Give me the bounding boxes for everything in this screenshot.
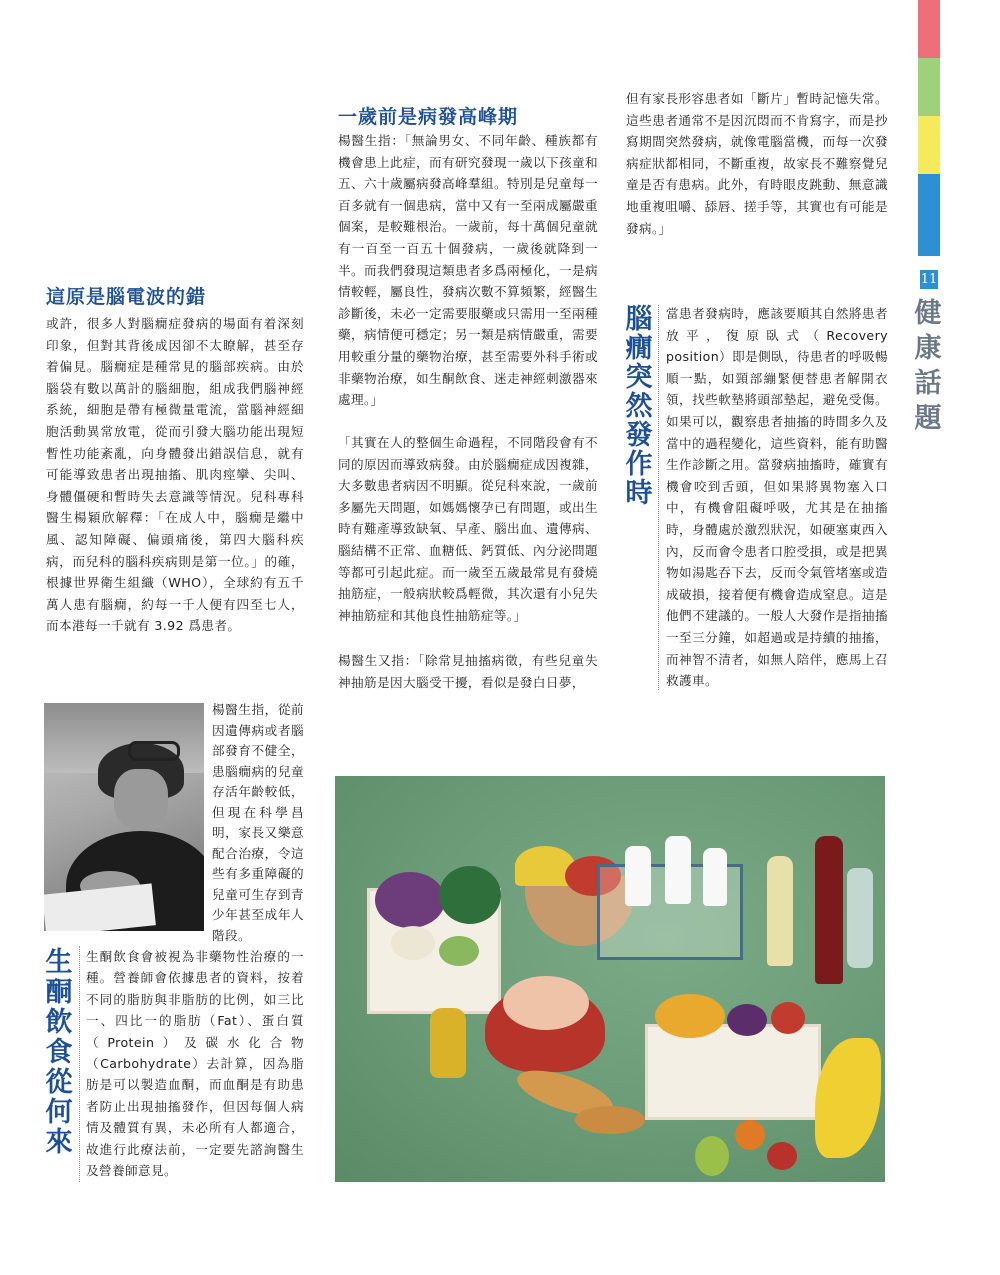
ketogenic-title-char: 酮 [45, 977, 73, 1008]
middle-para-2: 「其實在人的整個生命過程，不同階段會有不同的原因而導致病發。由於腦癇症成因複雜，大多數患者病因不明顯。從兒科來說，一歲前多屬先天問題，如媽媽懷孕已有問題，或出生時有難產導致缺氧、早產、腦出血、遺傳病、腦結構不正常、血糖低、鈣質低、內分泌問題等都可引起此症。而一歲至五歲最常見有發燒抽筋症，一般病狀較爲輕微，其次還有小兒失神抽筋症和其他良性抽筋症等。」 [338, 435, 598, 623]
milk-bottle [665, 836, 691, 904]
purple-cabbage [375, 872, 445, 928]
section-title-char: 康 [914, 333, 942, 364]
apple [767, 1142, 797, 1170]
page-number: 11 [920, 272, 938, 287]
ketogenic-title-char: 從 [45, 1067, 73, 1098]
ketogenic-title-char: 何 [45, 1097, 73, 1128]
ketogenic-title-char: 食 [45, 1037, 73, 1068]
seizure-title-char: 時 [625, 478, 653, 509]
section-title [914, 296, 942, 436]
apple-red [771, 1002, 805, 1034]
ketogenic-title-char: 來 [45, 1127, 73, 1158]
doctor-portrait-photo [44, 703, 204, 931]
bread-loaf [575, 1106, 645, 1134]
seizure-title-char: 突 [625, 362, 653, 393]
seizure-title-char: 然 [625, 391, 653, 422]
mango [655, 994, 725, 1038]
ketogenic-title-char: 生 [45, 947, 73, 978]
left-heading: 這原是腦電波的錯 [46, 286, 207, 308]
seizure-title-char: 發 [625, 420, 653, 451]
eggs [503, 976, 589, 1030]
orange [735, 1120, 765, 1150]
cauliflower [391, 926, 435, 960]
ketogenic-title-char: 飲 [45, 1007, 73, 1038]
left-body: 或許，很多人對腦癇症發病的場面有着深刻印象，但對其背後成因卻不太瞭解，甚至存着偏見。腦癇症是種常見的腦部疾病。由於腦袋有數以萬計的腦細胞，組成我們腦神經系統，細胞是帶有極微量電流，當腦神經細胞活動異常放電，從而引發大腦功能出現短暫性功能紊亂，向身體發出錯誤信息，就有可能導致患者出現抽搐、肌肉痙攣、尖叫、身體僵硬和暫時失去意識等情況。兒科專科醫生楊穎欣解釋：「在成人中，腦癇是繼中風、認知障礙、偏頭痛後，第四大腦科疾病，而兒科的腦科疾病則是第一位。」的確，根據世界衛生組織（WHO），全球約有五千萬人患有腦癇，約每一千人便有四至七人，而本港每一千就有 3.92 爲患者。 [46, 316, 304, 634]
grapes [727, 1004, 767, 1036]
wine-bottle-red [815, 836, 843, 984]
broccoli [439, 866, 501, 924]
ketogenic-body: 生酮飲食會被視為非藥物性治療的一種。營養師會依據患者的資料，按着不同的脂肪與非脂肪的比例，如三比一、四比一的脂肪（Fat）、蛋白質（Protein）及碳水化合物（Carbohydrate）去計算，因為脂肪是可以製造血酮，而血酮是有助患者防止出現抽搐發作，但因每個人病情及體質有異，未必所有人都適合，故進行此療法前，一定要先諮詢醫生及營養師意見。 [86, 949, 304, 1179]
section-title-char: 健 [914, 298, 942, 329]
miniature-food-photo [335, 776, 885, 1182]
section-title-char: 話 [914, 368, 942, 399]
portrait-face [114, 769, 168, 831]
middle-para-3: 楊醫生又指：「除常見抽搐病徵，有些兒童失神抽筋是因大腦受干擾，看似是發白日夢， [338, 653, 598, 690]
seizure-title-char: 癇 [625, 333, 653, 364]
section-title-char: 題 [914, 403, 942, 434]
seizure-body: 當患者發病時，應該要順其自然將患者放平，復原臥式（Recovery position）即是側臥，待患者的呼吸暢順一點，如頸部繃緊便替患者解開衣領，找些軟墊將頭部墊起，避免受傷。如果可以，觀察患者抽搐的時間多久及當中的過程變化，這些資料，能有助醫生作診斷之用。當發病抽搐時，確實有機會咬到舌頭，但如果將異物塞入口中，有機會阻礙呼吸，尤其是在抽搐時，身體處於激烈狀況，如硬塞東西入內，反而會令患者口腔受損，或是把異物如湯匙吞下去，反而令氣管堵塞或造成破損，接着便有機會造成窒息。這是他們不建議的。一般人大發作是指抽搐一至三分鐘，如超過或是持續的抽搐，而神智不清者，如無人陪伴，應馬上召救護車。 [666, 306, 889, 689]
oil-bottle [430, 1008, 466, 1078]
milk-bottle [625, 846, 651, 906]
seizure-title-char: 腦 [625, 304, 653, 335]
middle-para-1: 楊醫生指：「無論男女、不同年齡、種族都有機會患上此症，而有研究發現一歲以下孩童和五、六十歲屬病發高峰羣組。特別是兒童每一百多就有一個患病，當中又有一至兩成屬嚴重個案，是較難根治。一歲前，每十萬個兒童就有一百至一百五十個發病，一歲後就降到一半。而我們發現這類患者多爲兩極化，一是病情較輕，屬良性，發病次數不算頻繁，經醫生診斷後，未必一定需要服藥或只需用一至兩種藥，病情便可穩定；另一類是病情嚴重，需要用較重分量的藥物治療，甚至需要外科手術或非藥物治療，如生酮飲食、迷走神經刺激器來處理。」 [338, 133, 598, 408]
fruit-crate [645, 1024, 821, 1120]
right-para-top: 但有家長形容患者如「斷片」暫時記憶失常。這些患者通常不是因沉悶而不肯寫字，而是抄寫期間突然發病，就像電腦當機，而每一次發病症狀都相同，不斷重複，故家長不難察覺兒童是否有患病。此外，有時眼皮跳動、無意識地重複咀嚼、舔唇、搓手等，其實也有可能是發病。」 [626, 91, 888, 236]
color-tab-pink [918, 0, 940, 58]
color-tab-blue [918, 174, 940, 256]
color-tab-yellow [918, 116, 940, 174]
water-bottle [847, 868, 873, 968]
cabbage-green [439, 936, 479, 966]
bananas-front [815, 1038, 881, 1158]
seizure-title [622, 305, 656, 508]
ketogenic-divider [79, 946, 80, 1182]
ketogenic-title [42, 948, 76, 1158]
pear [695, 1136, 729, 1176]
seizure-title-char: 作 [625, 449, 653, 480]
middle-heading: 一歲前是病發高峰期 [338, 106, 519, 128]
seizure-divider [658, 305, 659, 690]
portrait-caption: 楊醫生指，從前因遺傳病或者腦部發育不健全，患腦癇病的兒童存活年齡較低，但現在科學昌明，家長又樂意配合治療，令這些有多重障礙的兒童可生存到青少年甚至成年人階段。 [212, 702, 304, 943]
color-tab-green [918, 58, 940, 116]
wine-bottle-white [767, 856, 793, 966]
portrait-paper [44, 883, 156, 931]
portrait-glasses [128, 741, 180, 761]
milk-bottle [703, 848, 727, 906]
